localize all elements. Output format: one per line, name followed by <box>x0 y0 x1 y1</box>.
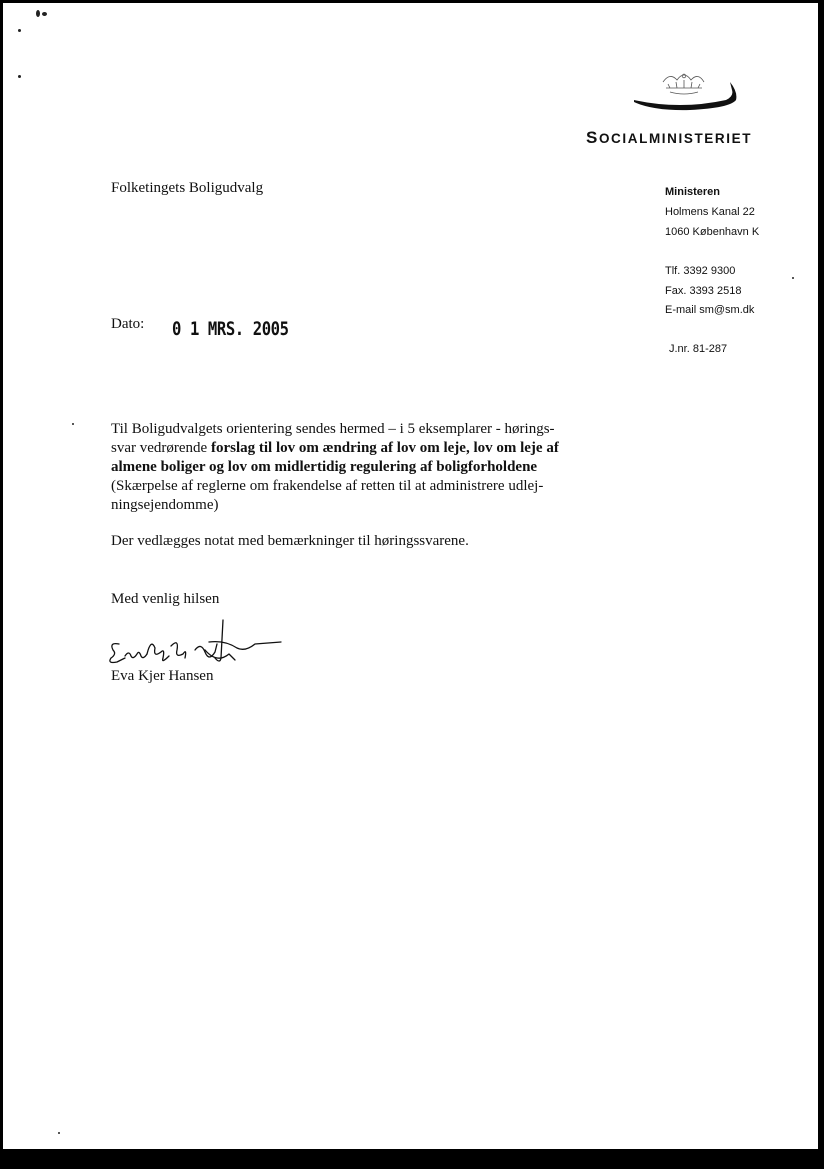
date-stamp: 0 1 MRS. 2005 <box>172 318 289 340</box>
body-text-plain: svar vedrørende <box>111 440 211 456</box>
body-line: Til Boligudvalgets orientering sendes hermed – i 5 eksemplarer - hørings- <box>111 421 555 437</box>
email-address: E-mail sm@sm.dk <box>665 304 755 316</box>
body-line <box>111 439 581 458</box>
scan-border-bottom <box>0 1149 824 1169</box>
sidebar-title: Ministeren <box>665 186 721 198</box>
signer-name: Eva Kjer Hansen <box>111 668 214 684</box>
journal-number: J.nr. 81-287 <box>669 343 728 355</box>
closing-greeting: Med venlig hilsen <box>111 591 220 607</box>
ministry-crown-logo <box>630 66 740 116</box>
letter-body <box>111 420 581 515</box>
scan-speck <box>18 29 21 32</box>
enclosure-note: Der vedlægges notat med bemærkninger til høringssvarene. <box>111 533 469 549</box>
phone-number: Tlf. 3392 9300 <box>665 265 736 277</box>
scan-speck <box>792 277 794 279</box>
scan-border-right <box>818 0 824 1169</box>
date-label: Dato: <box>111 316 145 332</box>
scan-speck <box>18 75 21 78</box>
body-line-bold: almene boliger og lov om midlertidig regulering af boligforholdene <box>111 459 538 475</box>
body-line: (Skærpelse af reglerne om frakendelse af retten til at administrere udlej- <box>111 478 544 494</box>
scan-speck <box>58 1132 60 1134</box>
scan-border-top <box>0 0 824 3</box>
scan-speck <box>72 423 74 425</box>
scan-speck <box>42 12 47 16</box>
scan-border-left <box>0 0 3 1169</box>
recipient: Folketingets Boligudvalg <box>111 180 264 196</box>
fax-number: Fax. 3393 2518 <box>665 285 742 297</box>
address-line-2: 1060 København K <box>665 226 760 238</box>
body-text-bold: forslag til lov om ændring af lov om leje, lov om leje af <box>210 440 559 456</box>
scan-speck <box>36 10 40 17</box>
address-line-1: Holmens Kanal 22 <box>665 206 755 218</box>
body-line: ningsejendomme) <box>111 497 219 513</box>
ministry-name: SOCIALMINISTERIET <box>586 128 753 147</box>
